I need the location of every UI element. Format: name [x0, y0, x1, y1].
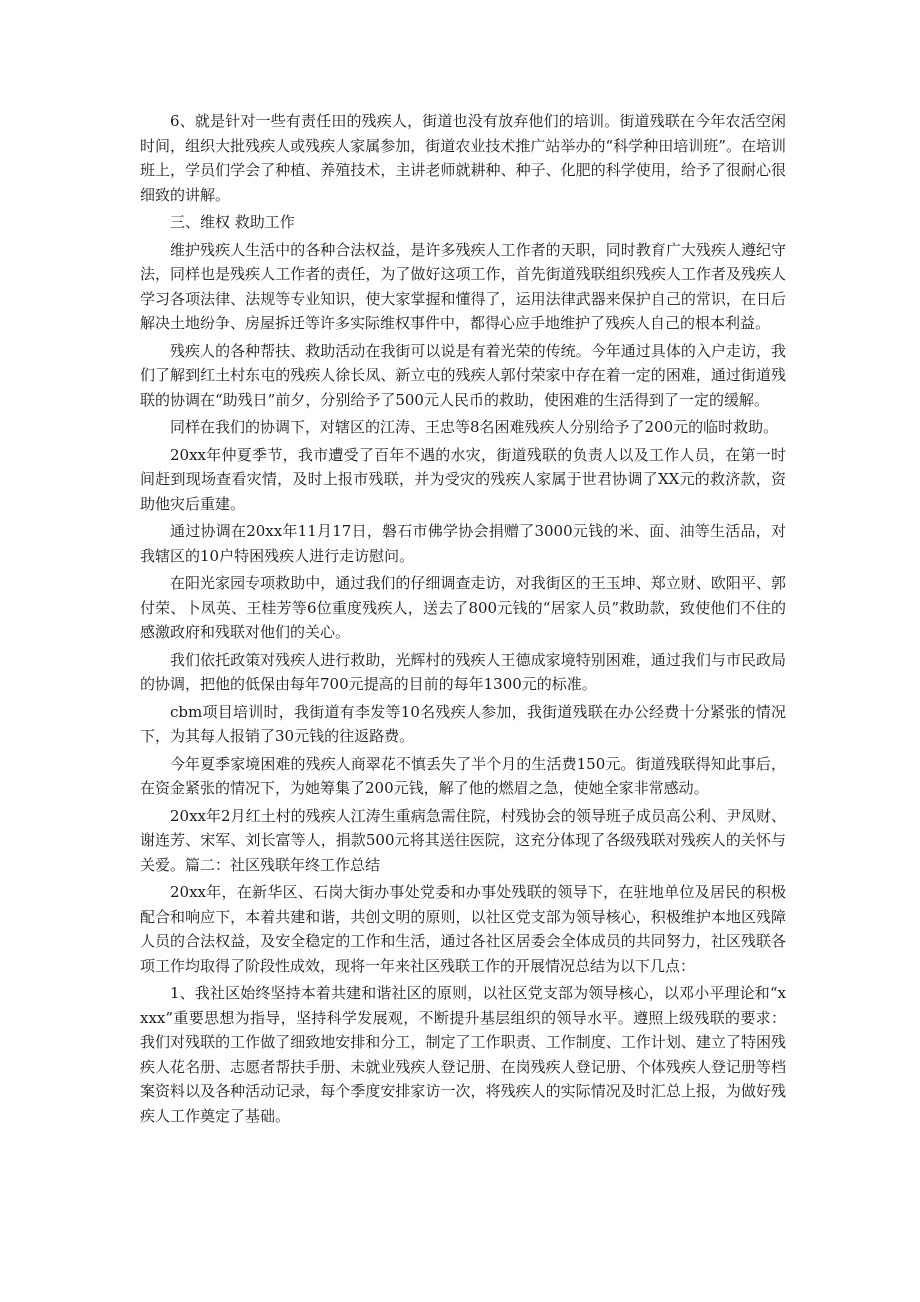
paragraph-flood: 20xx年仲夏季节，我市遭受了百年不遇的水灾，街道残联的负责人以及工作人员，在第一时间赶到现场查看灾情，及时上报市残联，并为受灾的残疾人家属于世君协调了XX元的救济款，资助他灾后重建。	[140, 445, 786, 513]
paragraph-policy-aid: 我们依托政策对残疾人进行救助，光辉村的残疾人王德成家境特别困难，通过我们与市民政局的协调，把他的低保由每年700元提高的目前的每年1300元的标准。	[140, 650, 786, 693]
paragraph-sunshine-home: 在阳光家园专项救助中，通过我们的仔细调查走访，对我街区的王玉坤、郑立财、欧阳平、郭付荣、卜凤英、王桂芳等6位重度残疾人，送去了800元钱的“居家人员”救助款，致使他们不住的感激政府和残联对他们的关心。	[140, 574, 786, 641]
document-body	[140, 109, 786, 1131]
paragraph-rights: 维护残疾人生活中的各种合法权益，是许多残疾人工作者的天职，同时教育广大残疾人遵纪守法，同样也是残疾人工作者的责任，为了做好这项工作，首先街道残联组织残疾人工作者及残疾人学习各项法律、法规等专业知识，使大家掌握和懂得了，运用法律武器来保护自己的常识，在日后解决土地纷争、房屋拆迁等许多实际维权事件中，都得心应手地维护了残疾人自己的根本利益。	[140, 240, 786, 332]
paragraph-hospital: 20xx年2月红土村的残疾人江涛生重病急需住院，村残协会的领导班子成员高公利、尹凤财、谢连芳、宋军、刘长富等人，捐款500元将其送往医院，这充分体现了各级残联对残疾人的关怀与关爱。篇二：社区残联年终工作总结	[140, 806, 786, 874]
paragraph-assistance: 残疾人的各种帮扶、救助活动在我街可以说是有着光荣的传统。今年通过具体的入户走访，我们了解到红土村东屯的残疾人徐长凤、新立屯的残疾人郭付荣家中存在着一定的困难，通过街道残联的协调在“助残日”前夕，分别给予了500元人民币的救助，使困难的生活得到了一定的缓解。	[140, 341, 786, 409]
section-heading-rights: 三、维权 救助工作	[170, 213, 295, 231]
paragraph-donation: 通过协调在20xx年11月17日，磐石市佛学协会捐赠了3000元钱的米、面、油等生活品，对我辖区的10户特困残疾人进行走访慰问。	[140, 522, 786, 565]
paragraph-community-point-1: 1、我社区始终坚持本着共建和谐社区的原则，以社区党支部为领导核心，以邓小平理论和“xxxx”重要思想为指导，坚持科学发展观，不断提升基层组织的领导水平。遵照上级残联的要求：我们对残联的工作做了细致地安排和分工，制定了工作职责、工作制度、工作计划、建立了特困残疾人花名册、志愿者帮扶手册、未就业残疾人登记册、在岗残疾人登记册、个体残疾人登记册等档案资料以及各种活动记录，每个季度安排家访一次，将残疾人的实际情况及时汇总上报，为做好残疾人工作奠定了基础。	[140, 984, 786, 1125]
paragraph-living-expenses: 今年夏季家境困难的残疾人商翠花不慎丢失了半个月的生活费150元。街道残联得知此事后，在资金紧张的情况下，为她筹集了200元钱，解了他的燃眉之急，使她全家非常感动。	[140, 754, 786, 797]
paragraph-temporary-aid: 同样在我们的协调下，对辖区的江涛、王忠等8名困难残疾人分别给予了200元的临时救助。	[170, 418, 779, 436]
paragraph-cbm: cbm项目培训时，我街道有李发等10名残疾人参加，我街道残联在办公经费十分紧张的情况下，为其每人报销了30元钱的往返路费。	[140, 702, 786, 745]
paragraph-training: 6、就是针对一些有责任田的残疾人，街道也没有放弃他们的培训。街道残联在今年农活空闲时间，组织大批残疾人或残疾人家属参加，街道农业技术推广站举办的“科学种田培训班”。在培训班上，学员们学会了种植、养殖技术，主讲老师就耕种、种子、化肥的科学使用，给予了很耐心很细致的讲解。	[140, 112, 786, 204]
paragraph-community-summary: 20xx年，在新华区、石岗大街办事处党委和办事处残联的领导下，在驻地单位及居民的积极配合和响应下，本着共建和谐，共创文明的原则，以社区党支部为领导核心，积极维护本地区残障人员的合法权益，及安全稳定的工作和生活，通过各社区居委会全体成员的共同努力，社区残联各项工作均取得了阶段性成效，现将一年来社区残联工作的开展情况总结为以下几点：	[140, 883, 786, 975]
